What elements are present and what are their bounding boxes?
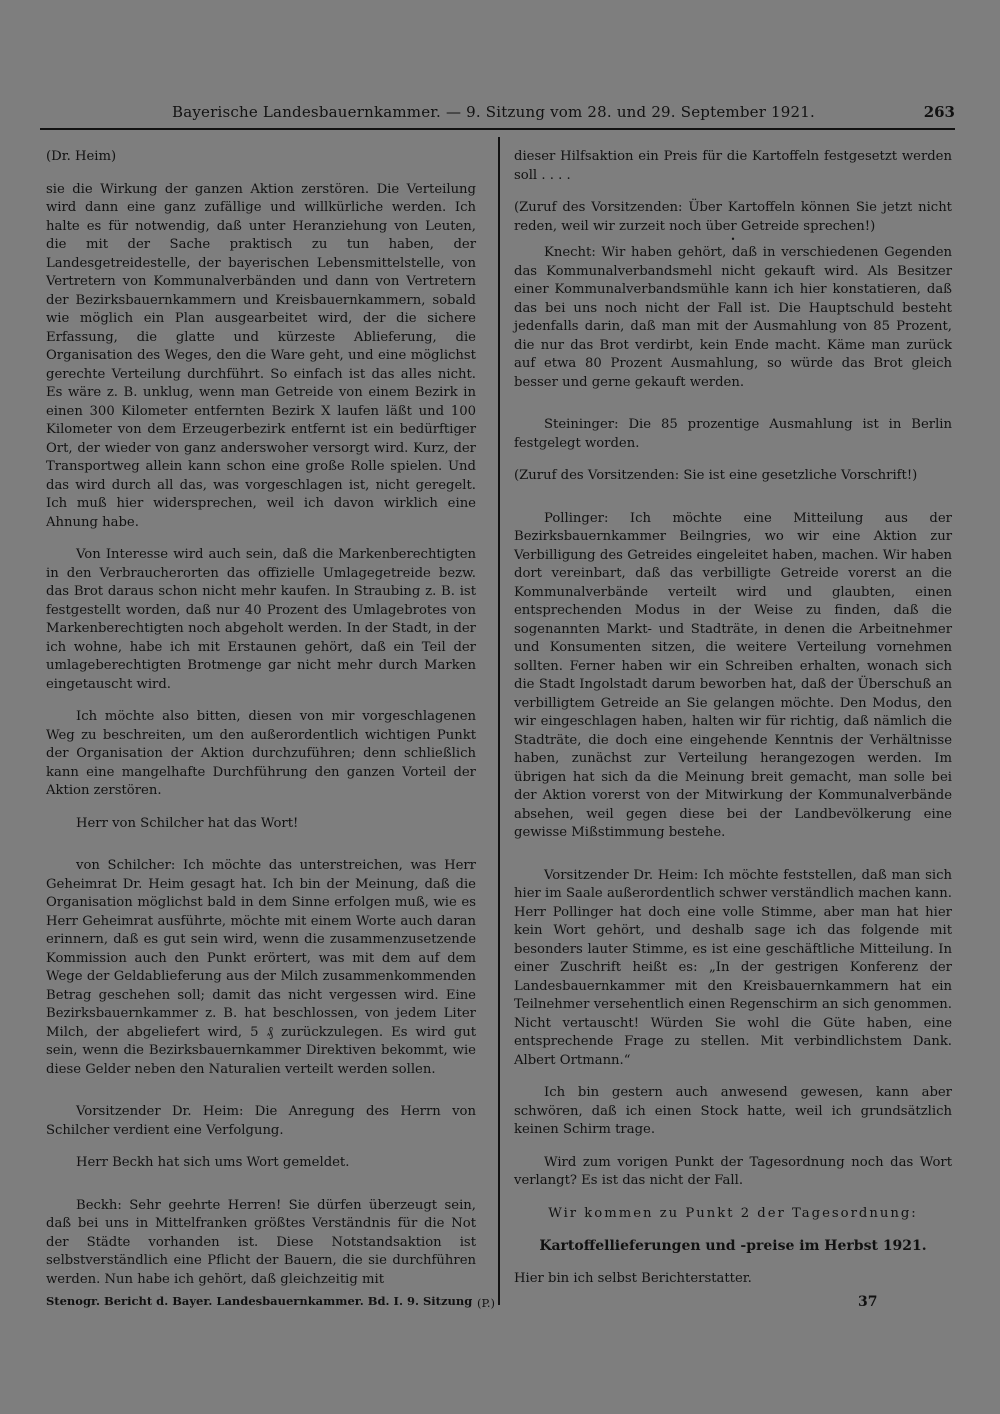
paragraph: Ich bin gestern auch anwesend gewesen, kann aber schwören, daß ich einen Stock hatte, weil ich grundsätzlich keinen Schirm trage. — [514, 1085, 952, 1137]
agenda-item-heading: Kartoffellieferungen und -preise im Herbst 1921. — [539, 1238, 927, 1254]
speech-chair-heim: Vorsitzender Dr. Heim: Ich möchte feststellen, daß man sich hier im Saale außerordentlich schwer verständlich machen kann. Herr Pollinger hat doch eine volle Stimme, aber man hat hier kein Wort gehört, und deshalb sage ich das folgende mit besonders lauter Stimme, es ist eine geschäftliche Mitteilung. In einer Zuschrift heißt es: „In der gestrigen Konferenz der Landesbauernkammer mit den Kreisbauernkammern hat ein Teilnehmer versehentlich einen Regenschirm an sich genommen. Nicht vertauscht! Würden Sie wohl die Güte haben, eine entsprechende Frage zu stellen. Mit verbindlichstem Dank. Albert Ortmann.“ — [514, 867, 952, 1068]
footer-source: Stenogr. Bericht d. Bayer. Landesbauernkammer. Bd. I. 9. Sitzung — [46, 1294, 473, 1308]
sheet-number: 37 — [858, 1294, 878, 1310]
agenda-announcement: Wir kommen zu Punkt 2 der Tagesordnung: — [548, 1205, 918, 1221]
speech-beckh: Beckh: Sehr geehrte Herren! Sie dürfen überzeugt sein, daß bei uns in Mittelfranken größtes Verständnis für die Not der Städte vorhanden ist. Diese Notstandsaktion ist selbstverständlich eine Pflicht der Bauern, die sie durchführen werden. Nun habe ich gehört, daß gleichzeitig mit — [46, 1197, 476, 1287]
left-column — [46, 148, 476, 1289]
page-number: 263 — [923, 103, 955, 121]
speech-steininger: Steininger: Die 85 prozentige Ausmahlung ist in Berlin festgelegt worden. — [514, 417, 952, 451]
paragraph: Wird zum vorigen Punkt der Tagesordnung noch das Wort verlangt? Es ist das nicht der Fall. — [514, 1154, 952, 1188]
right-column — [514, 148, 952, 1288]
header-rule — [40, 128, 955, 130]
footer-mark: (P.) — [477, 1296, 496, 1310]
column-divider — [498, 137, 500, 1305]
bullet-mark: • — [730, 235, 736, 244]
speech-pollinger: Pollinger: Ich möchte eine Mitteilung aus der Bezirksbauernkammer Beilngries, wo wir eine Aktion zur Verbilligung des Getreides eingeleitet haben, machen. Wir haben dort vereinbart, daß das verbilligte Getreide vorerst an die Kommunalverbände verteilt wird und glaubten, einen entsprechenden Modus in der Weise zu finden, daß die sogenannten Markt- und Stadträte, in denen die Arbeitnehmer und Konsumenten sitzen, die weitere Verteilung vornehmen sollten. Ferner haben wir ein Schreiben erhalten, wonach sich die Stadt Ingolstadt darum beworben hat, daß der Überschuß an verbilligtem Getreide an Sie gelangen möchte. Den Modus, den wir eingeschlagen haben, halten wir für richtig, daß nämlich die Stadträte, die doch eine eingehende Kenntnis der Verhältnisse haben, zunächst zur Verteilung herangezogen werden. Im übrigen hat sich da die Meinung breit gemacht, man solle bei der Aktion vorerst von der Mitwirkung der Kommunalverbände absehen, weil gegen diese bei der Landbevölkerung eine gewisse Mißstimmung bestehe. — [514, 510, 952, 840]
page-header — [40, 103, 955, 127]
chair-statement: Vorsitzender Dr. Heim: Die Anregung des Herrn von Schilcher verdient eine Verfolgung. — [46, 1104, 476, 1138]
interjection: (Zuruf des Vorsitzenden: Sie ist eine gesetzliche Vorschrift!) — [514, 468, 918, 483]
chair-statement: Herr Beckh hat sich ums Wort gemeldet. — [76, 1155, 350, 1170]
chair-statement: Herr von Schilcher hat das Wort! — [76, 815, 299, 831]
interjection: (Zuruf des Vorsitzenden: Über Kartoffeln können Sie jetzt nicht reden, weil wir zurzeit noch über Getreide sprechen!) — [514, 200, 952, 234]
paragraph: sie die Wirkung der ganzen Aktion zerstören. Die Verteilung wird dann eine ganz zufällige und willkürliche werden. Ich halte es für notwendig, daß unter Heranziehung von Leuten, die mit der Sache praktisch zu tun haben, der Landesgetreidestelle, der bayerischen Lebensmittelstelle, von Vertretern von Kommunalverbänden und dann von Vertretern der Bezirksbauernkammern und Kreisbauernkammern, sobald wie möglich ein Plan ausgearbeitet wird, der die sichere Erfassung, die glatte und kürzeste Ablieferung, die Organisation des Weges, den die Ware geht, und eine möglichst gerechte Verteilung durchführt. So einfach ist das alles nicht. Es wäre z. B. unklug, wenn man Getreide von einem Bezirk in einen 300 Kilometer entfernten Bezirk X laufen läßt und 100 Kilometer von dem Erzeugerbezirk entfernt ist ein bedürftiger Ort, der wieder von ganz anderswoher versorgt wird. Kurz, der Transportweg allein kann schon eine große Rolle spielen. Und das wird durch all das, was vorgeschlagen ist, nicht geregelt. Ich muß hier widersprechen, weil ich davon wirklich eine Ahnung habe. — [46, 181, 476, 530]
speaker-continuation: (Dr. Heim) — [46, 149, 117, 164]
speech-von-schilcher: von Schilcher: Ich möchte das unterstreichen, was Herr Geheimrat Dr. Heim gesagt hat. Ich bin der Meinung, daß die Organisation möglichst bald in dem Sinne erfolgen muß, wie es Herr Geheimrat ausführte, möchte mit einem Worte auch daran erinnern, daß es gut sein wird, wenn die zusammenzusetzende Kommission auch den Punkt erörtert, was mit dem auf dem Wege der Geldablieferung aus der Milch zusammenkommenden Betrag geschehen soll; damit das nicht vergessen wird. Eine Bezirksbauernkammer z. B. hat beschlossen, von jedem Liter Milch, der abgeliefert wird, 5 ₰ zurückzulegen. Es wird gut sein, wenn die Bezirksbauernkammer Direktiven bekommt, wie diese Gelder neben den Naturalien verteilt werden sollen. — [46, 858, 476, 1077]
paragraph: Von Interesse wird auch sein, daß die Markenberechtigten in den Verbraucherorten das offizielle Umlagegetreide bezw. das Brot daraus schon nicht mehr kaufen. In Straubing z. B. ist festgestellt worden, daß nur 40 Prozent des Umlagebrotes von Markenberechtigten noch abgeholt werden. In der Stadt, in der ich wohne, habe ich mit Erstaunen gehört, daß ein Teil der umlageberechtigten Brotmenge gar nicht mehr durch Marken eingetauscht wird. — [46, 547, 476, 692]
speech-knecht: Knecht: Wir haben gehört, daß in verschiedenen Gegenden das Kommunalverbandsmehl nicht gekauft wird. Als Besitzer einer Kommunalverbandsmühle kann ich hier konstatieren, daß das bei uns noch nicht der Fall ist. Die Hauptschuld besteht jedenfalls darin, daß man mit der Ausmahlung von 85 Prozent, die nur das Brot verdirbt, kein Ende macht. Käme man zurück auf etwa 80 Prozent Ausmahlung, so würde das Brot gleich besser und gerne gekauft werden. — [514, 245, 952, 390]
paragraph: Ich möchte also bitten, diesen von mir vorgeschlagenen Weg zu beschreiten, um den außerordentlich wichtigen Punkt der Organisation der Aktion durchzuführen; denn schließlich kann eine mangelhafte Durchführung den ganzen Vorteil der Aktion zerstören. — [46, 709, 476, 798]
paragraph: Hier bin ich selbst Berichterstatter. — [514, 1270, 752, 1286]
running-title: Bayerische Landesbauernkammer. — 9. Sitzung vom 28. und 29. September 1921. — [172, 103, 815, 121]
paragraph-continuation: dieser Hilfsaktion ein Preis für die Kartoffeln festgesetzt werden soll . . . . — [514, 149, 952, 183]
